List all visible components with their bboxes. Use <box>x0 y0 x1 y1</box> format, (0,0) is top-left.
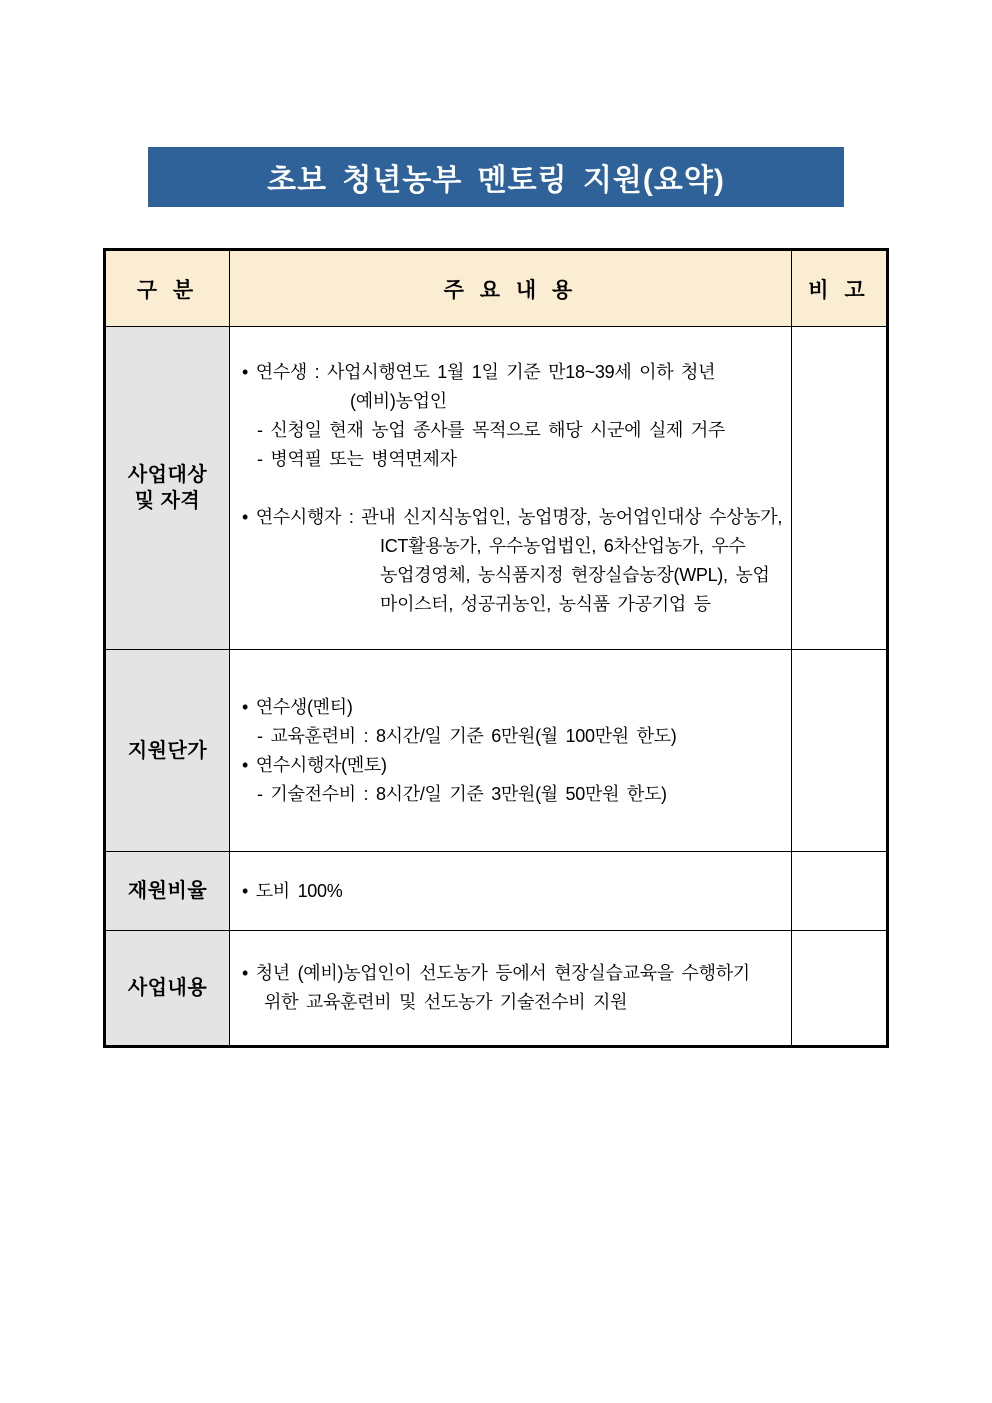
header-category: 구 분 <box>105 250 230 327</box>
content-line: 마이스터, 성공귀농인, 농식품 가공기업 등 <box>380 593 711 614</box>
row-content <box>230 650 792 852</box>
content-line: (예비)농업인 <box>350 390 447 411</box>
header-main-content: 주 요 내 용 <box>230 250 792 327</box>
row-label-line: 및 자격 <box>134 490 201 512</box>
content-line: • 도비 100% <box>242 880 343 901</box>
remark-cell <box>792 852 888 931</box>
row-label <box>105 650 230 852</box>
content-line: • 청년 (예비)농업인이 선도농가 등에서 현장실습교육을 수행하기 <box>242 963 750 983</box>
content-line: • 연수생(멘티) <box>242 696 353 717</box>
row-label <box>105 931 230 1047</box>
page-title: 초보 청년농부 멘토링 지원(요약) <box>267 164 725 197</box>
table-row-target-and-qualification <box>105 327 888 650</box>
remark-cell <box>792 931 888 1047</box>
row-content <box>230 852 792 931</box>
row-content <box>230 931 792 1047</box>
row-label-line: 사업대상 <box>127 464 208 486</box>
table-row-funding-ratio <box>105 852 888 931</box>
content-line: - 기술전수비 : 8시간/일 기준 3만원(월 50만원 한도) <box>257 783 667 804</box>
row-content <box>230 327 792 650</box>
content-line: - 신청일 현재 농업 종사를 목적으로 해당 시군에 실제 거주 <box>257 419 726 440</box>
header-remark: 비 고 <box>792 250 888 327</box>
table-row-project-description <box>105 931 888 1047</box>
content-line: 위한 교육훈련비 및 선도농가 기술전수비 지원 <box>264 992 628 1012</box>
table-row-support-unit-price <box>105 650 888 852</box>
row-label <box>105 852 230 931</box>
table-header-row <box>105 250 888 327</box>
remark-cell <box>792 650 888 852</box>
row-label-line: 재원비율 <box>127 880 208 902</box>
title-banner <box>148 147 844 207</box>
content-line: • 연수시행자 : 관내 신지식농업인, 농업명장, 농어업인대상 수상농가, <box>242 506 783 527</box>
content-line: • 연수생 : 사업시행연도 1월 1일 기준 만18~39세 이하 청년 <box>242 361 716 382</box>
summary-table <box>103 248 889 1048</box>
content-line: - 교육훈련비 : 8시간/일 기준 6만원(월 100만원 한도) <box>257 725 677 746</box>
content-line: • 연수시행자(멘토) <box>242 754 387 775</box>
content-line: ICT활용농가, 우수농업법인, 6차산업농가, 우수 <box>380 535 746 556</box>
row-label <box>105 327 230 650</box>
row-label-line: 사업내용 <box>127 977 208 999</box>
content-line: - 병역필 또는 병역면제자 <box>257 448 457 469</box>
remark-cell <box>792 327 888 650</box>
content-line: 농업경영체, 농식품지정 현장실습농장(WPL), 농업 <box>380 564 770 585</box>
row-label-line: 지원단가 <box>127 739 208 762</box>
